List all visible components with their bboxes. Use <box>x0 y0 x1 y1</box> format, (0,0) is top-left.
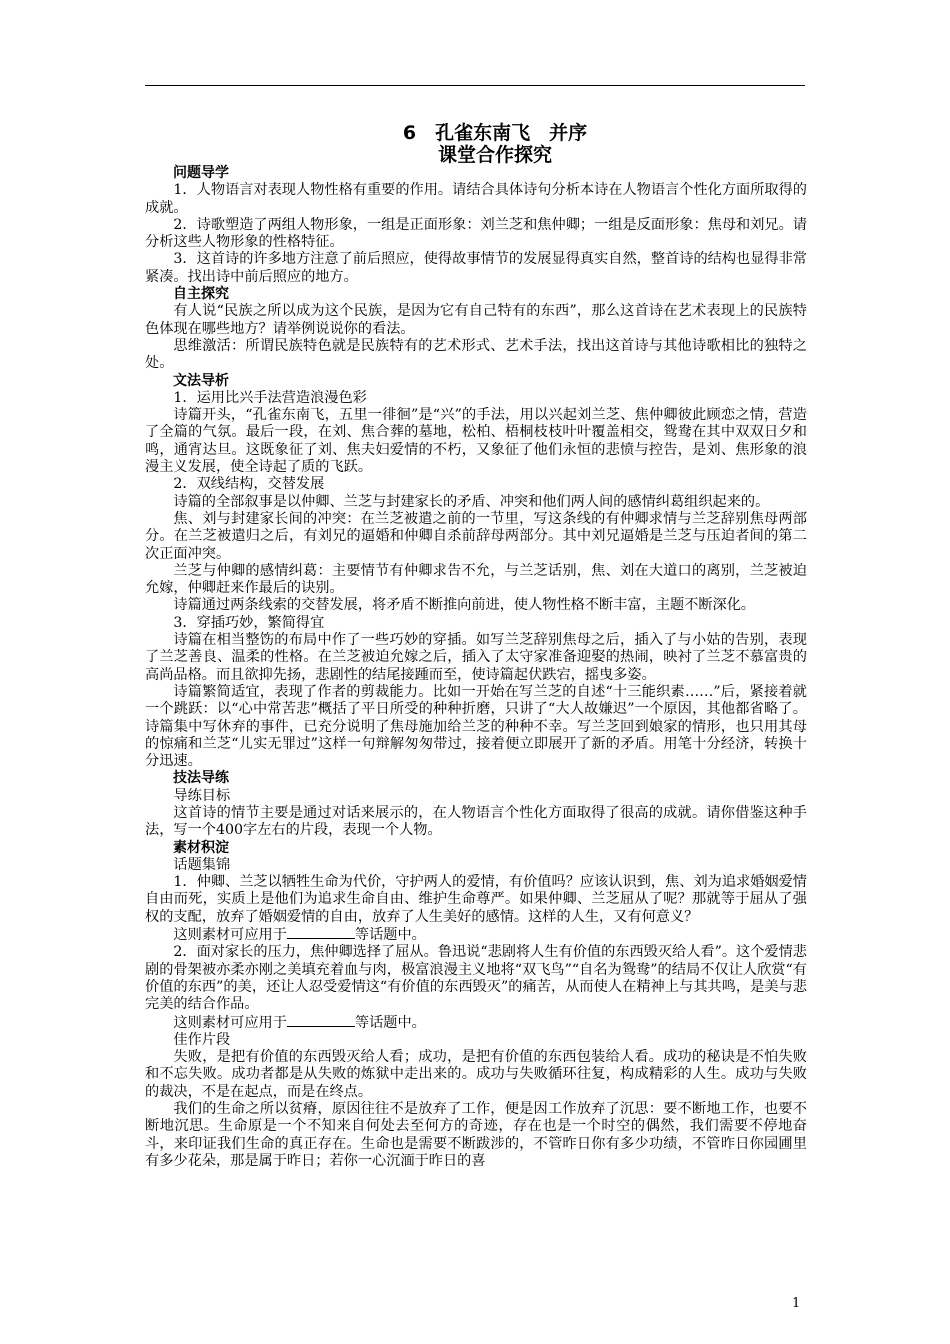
excerpt-paragraph-1: 失败，是把有价值的东西毁灭给人看；成功，是把有价值的东西包装给人看。成功的秘诀是不怕失败和不忘失败。成功者都是从失败的炼狱中走出来的。成功与失败循环往复，构成精彩的人生。成功与失败的裁决，不是在起点，而是在终点。 <box>145 1049 807 1100</box>
wenfa-subtitle-3: 3．穿插巧妙，繁简得宜 <box>173 614 325 631</box>
wenfa-paragraph: 兰芝与仲卿的感情纠葛：主要情节有仲卿求告不允，与兰芝话别，焦、刘在大道口的离别，兰芝被迫允嫁，仲卿赶来作最后的诀别。 <box>145 562 807 597</box>
question-1: 1．人物语言对表现人物性格有重要的作用。请结合具体诗句分析本诗在人物语言个性化方面所取得的成就。 <box>145 182 807 216</box>
wenfa-paragraph: 焦、刘与封建家长间的冲突：在兰芝被遣之前的一节里，写这条线的有仲卿求情与兰芝辞别焦母两部分。在兰芝被遣归之后，有刘兄的逼婚和仲卿自杀前辞母两部分。其中刘兄逼婚是兰芝与压迫者间的第二次正面冲突。 <box>145 510 807 562</box>
topic-apply-2 <box>145 1014 807 1032</box>
wenfa-paragraph: 诗篇通过两条线索的交替发展，将矛盾不断推向前进，使人物性格不断丰富，主题不断深化。 <box>173 597 756 614</box>
wenfa-subtitle-2: 2．双线结构，交替发展 <box>173 476 325 493</box>
sucai-subtitle-2: 佳作片段 <box>173 1031 231 1048</box>
zizhu-paragraph-2: 思维激活：所谓民族特色就是民族特有的艺术形式、艺术手法，找出这首诗与其他诗歌相比的独特之处。 <box>145 337 807 372</box>
jifa-subtitle: 导练目标 <box>173 787 231 804</box>
wenfa-paragraph: 诗篇在相当整饬的布局中作了一些巧妙的穿插。如写兰芝辞别焦母之后，插入了与小姑的告别，表现了兰芝善良、温柔的性格。在兰芝被迫允嫁之后，插入了太守家准备迎娶的热闹，映衬了兰芝不慕富贵的高尚品格。而且欲抑先扬，悲剧性的结尾接踵而至，使诗篇起伏跌宕，摇曳多姿。 <box>145 632 807 683</box>
fill-blank[interactable] <box>287 1014 355 1027</box>
topic-paragraph-1: 1．仲卿、兰芝以牺牲生命为代价，守护两人的爱情，有价值吗？应该认识到，焦、刘为追求婚姻爱情自由而死，实质上是他们为追求生命自由、维护生命尊严。如果仲卿、兰芝屈从了呢？那就等于屈从了强权的支配，放弃了婚姻爱情的自由，放弃了人生美好的感情。这样的人生，又有何意义？ <box>145 874 807 925</box>
wenfa-paragraph: 诗篇开头，“孔雀东南飞，五里一徘徊”是“兴”的手法，用以兴起刘兰芝、焦仲卿彼此顾恋之情，营造了全篇的气氛。最后一段，在刘、焦合葬的墓地，松柏、梧桐枝枝叶叶覆盖相交，鸳鸯在其中双双日夕和鸣，通宵达旦。这既象征了刘、焦夫妇爱情的不朽，又象征了他们永恒的悲愤与控告，是刘、焦形象的浪漫主义发展，使全诗起了质的飞跃。 <box>145 407 807 476</box>
fill-blank[interactable] <box>287 926 355 939</box>
topic-paragraph-2: 2．面对家长的压力，焦仲卿选择了屈从。鲁迅说“悲剧将人生有价值的东西毁灭给人看”。这个爱情悲剧的骨架被亦柔亦刚之美填充着血与肉，极富浪漫主义地将“双飞鸟”“自名为鸳鸯”的结局不仅让人欣赏“有价值的东西”的美，还让人忍受爱情这“有价值的东西毁灭”的痛苦，从而使人在精神上与其共鸣，是美与悲完美的结合作品。 <box>145 944 807 1013</box>
excerpt-paragraph-2: 我们的生命之所以贫瘠，原因往往不是放弃了工作，便是因工作放弃了沉思：要不断地工作，也要不断地沉思。生命原是一个不知来自何处去至何方的奇迹，存在也是一个时空的偶然，我们需要不停地奋斗，来印证我们生命的真正存在。生命也是需要不断跋涉的，不管昨日你有多少功绩，不管昨日你园圃里有多少花朵，那是属于昨日；若你一心沉湎于昨日的喜 <box>145 1101 807 1169</box>
sucai-subtitle-1: 话题集锦 <box>173 856 231 873</box>
heading-wenfa: 文法导析 <box>173 372 229 389</box>
document-body <box>145 165 807 1170</box>
wenfa-paragraph: 诗篇的全部叙事是以仲卿、兰芝与封建家长的矛盾、冲突和他们两人间的感情纠葛组织起来的。 <box>173 493 770 510</box>
apply-text: 等话题中。 <box>354 927 426 944</box>
wenfa-subtitle-1: 1．运用比兴手法营造浪漫色彩 <box>173 389 367 406</box>
heading-sucai: 素材积淀 <box>173 839 229 856</box>
zizhu-paragraph-1: 有人说“民族之所以成为这个民族，是因为它有自己特有的东西”，那么这首诗在艺术表现上的民族特色体现在哪些地方？请举例说说你的看法。 <box>145 303 807 337</box>
jifa-paragraph: 这首诗的情节主要是通过对话来展示的，在人物语言个性化方面取得了很高的成就。请你借鉴这种手法，写一个400字左右的片段，表现一个人物。 <box>145 804 807 839</box>
apply-text: 等话题中。 <box>354 1014 426 1031</box>
topic-apply-1 <box>145 926 807 944</box>
apply-text: 这则素材可应用于 <box>173 1014 287 1031</box>
title-block <box>145 122 845 166</box>
apply-text: 这则素材可应用于 <box>173 927 287 944</box>
heading-jifa: 技法导练 <box>173 770 229 787</box>
heading-zizhu: 自主探究 <box>173 286 229 303</box>
question-2: 2．诗歌塑造了两组人物形象，一组是正面形象：刘兰芝和焦仲卿；一组是反面形象：焦母和刘兄。请分析这些人物形象的性格特征。 <box>145 216 807 251</box>
wenfa-paragraph: 诗篇繁简适宜，表现了作者的剪裁能力。比如一开始在写兰芝的自述“十三能织素……”后，紧接着就一个跳跃：以“心中常苦悲”概括了平日所受的种种折磨，只讲了“大人故嫌迟”一个原因，其他都省略了。诗篇集中写休弃的事件，已充分说明了焦母施加给兰芝的种种不幸。写兰芝回到娘家的情形，也只用其母的惊痛和兰芝“儿实无罪过”这样一句辩解匆匆带过，接着便立即展开了新的矛盾。用笔十分经济，转换十分迅速。 <box>145 683 807 770</box>
page-number: 1 <box>792 1296 801 1311</box>
header-rule <box>145 85 805 86</box>
question-3: 3．这首诗的许多地方注意了前后照应，使得故事情节的发展显得真实自然，整首诗的结构也显得非常紧凑。找出诗中前后照应的地方。 <box>145 251 807 285</box>
heading-wenti: 问题导学 <box>173 165 229 181</box>
section-title: 课堂合作探究 <box>437 144 552 166</box>
lesson-title: 6 孔雀东南飞 并序 <box>402 122 588 144</box>
